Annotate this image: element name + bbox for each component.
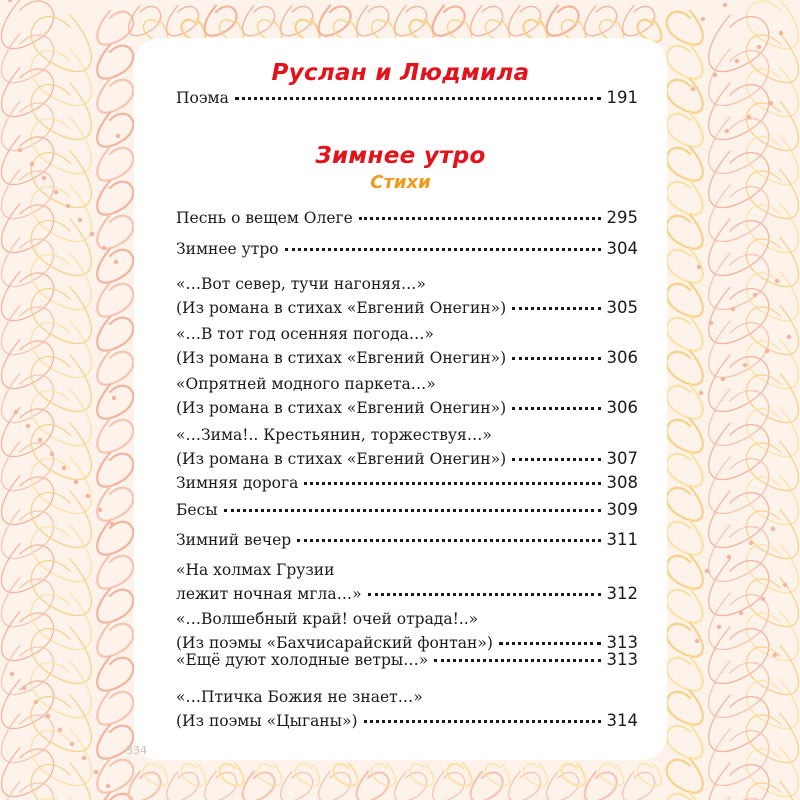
ornament-swirl — [746, 782, 798, 800]
toc-entry-title: Зимняя дорога — [176, 474, 299, 492]
ornament-swirl — [97, 283, 133, 317]
ornament-swirl — [31, 219, 91, 276]
ornament-swirl — [709, 49, 769, 106]
toc-entry-title: Зимнее утро — [176, 240, 279, 258]
ornament-dot — [731, 307, 735, 311]
ornament-swirl — [746, 374, 798, 423]
ornament-dot — [709, 321, 713, 325]
toc-entry-page: 308 — [606, 473, 638, 492]
ornament-dot — [66, 204, 70, 208]
ornament-swirl — [31, 661, 91, 718]
ornament-dot — [8, 0, 12, 2]
ornament-dot — [691, 87, 695, 91]
ornament-swirl — [746, 442, 798, 491]
ornament-dot — [775, 279, 779, 283]
ornament-swirl — [746, 340, 798, 389]
ornament-swirl — [709, 457, 769, 514]
ornament-swirl — [31, 49, 91, 106]
ornament-swirl — [709, 491, 769, 548]
ornament-dot — [78, 218, 82, 222]
ornament-swirl — [97, 589, 133, 623]
toc-entry-page: 306 — [606, 398, 638, 417]
ornament-dot — [112, 396, 116, 400]
toc-entry-last-line — [176, 206, 638, 230]
ornament-swirl — [31, 559, 91, 616]
ornament-swirl — [2, 374, 54, 423]
dot-leader — [512, 454, 600, 461]
ornament-swirl — [2, 714, 54, 763]
ornament-swirl — [31, 593, 91, 650]
dot-leader — [364, 716, 601, 723]
toc-entry — [176, 528, 638, 552]
ornament-swirl — [746, 306, 798, 355]
ornament-dot — [721, 377, 725, 381]
ornament-swirl — [2, 408, 54, 457]
dot-leader — [368, 589, 601, 596]
ornament-swirl — [31, 627, 91, 684]
dot-leader — [499, 638, 601, 645]
ornament-swirl — [667, 351, 703, 385]
ornament-swirl — [746, 714, 798, 763]
ornament-swirl — [97, 487, 133, 521]
dot-leader — [512, 353, 600, 360]
ornament-swirl — [2, 748, 54, 797]
section-subtitle: Стихи — [370, 172, 431, 193]
ornament-swirl — [97, 317, 133, 351]
ornament-dot — [749, 541, 753, 545]
ornament-swirl — [709, 593, 769, 650]
ornament-dot — [74, 480, 78, 484]
ornament-dot — [735, 59, 739, 63]
ornament-swirl — [97, 351, 133, 385]
ornament-swirl — [97, 419, 133, 453]
ornament-swirl — [667, 555, 703, 589]
ornament-swirl — [2, 544, 54, 593]
ornament-swirl — [97, 623, 133, 657]
ornament-dot — [717, 625, 721, 629]
ornament-dot — [58, 728, 62, 732]
toc-entry-last-line — [176, 296, 638, 320]
ornament-swirl — [2, 680, 54, 729]
toc-entry-last-line — [176, 709, 638, 733]
ornament-dot — [743, 363, 747, 367]
toc-entry — [176, 471, 638, 495]
ornament-swirl — [97, 11, 133, 45]
ornament-swirl — [31, 423, 91, 480]
ornament-swirl — [2, 0, 54, 49]
toc-entry — [176, 498, 638, 522]
ornament-dot — [46, 714, 50, 718]
ornament-swirl — [31, 83, 91, 140]
ornament-swirl — [31, 253, 91, 310]
ornament-swirl — [2, 204, 54, 253]
ornament-swirl — [97, 215, 133, 249]
ornament-dot — [98, 508, 102, 512]
dot-leader — [285, 244, 601, 251]
toc-entry — [176, 685, 638, 733]
ornament-dot — [695, 639, 699, 643]
ornament-swirl — [31, 287, 91, 344]
ornament-dot — [110, 522, 114, 526]
toc-entry-last-line — [176, 237, 638, 261]
toc-entry-title: Песнь о вещем Олеге — [176, 209, 353, 227]
ornament-swirl — [746, 34, 798, 83]
ornament-swirl — [667, 759, 703, 793]
ornament-swirl — [31, 457, 91, 514]
toc-entry-last-line — [176, 447, 638, 471]
ornament-swirl — [97, 657, 133, 691]
ornament-dot — [761, 597, 765, 601]
toc-entry-title: (Из романа в стихах «Евгений Онегин») — [176, 450, 507, 468]
ornament-swirl — [667, 419, 703, 453]
ornament-swirl — [448, 763, 472, 786]
ornament-swirl — [2, 510, 54, 559]
ornament-dot — [38, 438, 42, 442]
ornament-swirl — [746, 136, 798, 185]
ornament-swirl — [2, 306, 54, 355]
ornament-dot — [779, 31, 783, 35]
ornament-dot — [34, 700, 38, 704]
ornament-swirl — [2, 442, 54, 491]
ornament-swirl — [709, 219, 769, 276]
ornament-swirl — [2, 646, 54, 695]
toc-entry — [176, 86, 638, 110]
toc-entry-last-line — [176, 86, 638, 110]
ornament-swirl — [667, 453, 703, 487]
ornament-dot — [62, 466, 66, 470]
ornament-swirl — [667, 657, 703, 691]
dot-leader — [512, 303, 600, 310]
ornament-swirl — [667, 113, 703, 147]
ornament-swirl — [709, 559, 769, 616]
ornament-swirl — [334, 763, 358, 786]
ornament-swirl — [746, 748, 798, 797]
ornament-swirl — [97, 249, 133, 283]
toc-entry — [176, 322, 638, 370]
ornament-dot — [10, 672, 14, 676]
ornament-swirl — [2, 238, 54, 287]
ornament-swirl — [709, 389, 769, 446]
ornament-dot — [82, 756, 86, 760]
ornament-swirl — [2, 340, 54, 389]
ornament-dot — [22, 686, 26, 690]
ornament-dot — [725, 129, 729, 133]
ornament-swirl — [746, 612, 798, 661]
ornament-swirl — [638, 763, 662, 786]
ornament-swirl — [746, 476, 798, 525]
toc-entry-page: 313 — [606, 633, 638, 652]
ornament-swirl — [2, 272, 54, 321]
toc-entry-title: Поэма — [176, 89, 229, 107]
ornament-swirl — [709, 151, 769, 208]
toc-entry-title: (Из поэмы «Цыганы») — [176, 712, 358, 730]
ornament-swirl — [667, 79, 703, 113]
toc-entry-page: 304 — [606, 239, 638, 258]
ornament-swirl — [31, 185, 91, 242]
ornament-swirl — [709, 695, 769, 752]
ornament-swirl — [709, 83, 769, 140]
ornament-swirl — [31, 151, 91, 208]
ornament-dot — [14, 410, 18, 414]
dot-leader — [235, 93, 601, 100]
section-title: Зимнее утро — [315, 143, 486, 169]
toc-entry-page: 191 — [606, 88, 638, 107]
ornament-swirl — [709, 321, 769, 378]
ornament-swirl — [667, 147, 703, 181]
toc-entry-title-line: «…Вот север, тучи нагоняя…» — [176, 275, 426, 293]
ornament-swirl — [667, 283, 703, 317]
dot-leader — [297, 535, 600, 542]
toc-entry — [176, 372, 638, 420]
ornament-dot — [765, 349, 769, 353]
ornament-swirl — [709, 423, 769, 480]
ornament-dot — [697, 265, 701, 269]
ornament-dot — [723, 3, 727, 7]
ornament-swirl — [667, 181, 703, 215]
ornament-dot — [114, 260, 118, 264]
ornament-dot — [102, 246, 106, 250]
ornament-swirl — [31, 491, 91, 548]
toc-entry-title: «Ещё дуют холодные ветры…» — [176, 651, 429, 669]
ornament-swirl — [97, 453, 133, 487]
dot-leader — [304, 478, 600, 485]
toc-entry-title: Бесы — [176, 501, 218, 519]
ornament-swirl — [182, 763, 206, 786]
ornament-dot — [769, 101, 773, 105]
ornament-dot — [783, 583, 787, 587]
dot-leader — [224, 505, 601, 512]
toc-entry-title-line: «…Зима!.. Крестьянин, торжествуя…» — [176, 426, 492, 444]
toc-entry-page: 314 — [606, 711, 638, 730]
ornament-dot — [18, 148, 22, 152]
ornament-swirl — [31, 117, 91, 174]
ornament-swirl — [2, 34, 54, 83]
ornament-dot — [771, 527, 775, 531]
toc-entry-page: 307 — [606, 449, 638, 468]
ornament-swirl — [667, 385, 703, 419]
ornament-swirl — [667, 589, 703, 623]
ornament-swirl — [2, 102, 54, 151]
ornament-swirl — [2, 68, 54, 117]
toc-entry-page: 311 — [606, 530, 638, 549]
toc-entry-last-line — [176, 498, 638, 522]
toc-entry-title: лежит ночная мгла…» — [176, 585, 362, 603]
section-title: Руслан и Людмила — [271, 60, 530, 86]
ornament-swirl — [2, 578, 54, 627]
ornament-dot — [54, 190, 58, 194]
toc-entry-page: 313 — [606, 650, 638, 669]
dot-leader — [512, 403, 600, 410]
ornament-swirl — [2, 612, 54, 661]
toc-entry — [176, 272, 638, 320]
ornament-swirl — [97, 691, 133, 725]
ornament-swirl — [709, 15, 769, 72]
ornament-dot — [705, 569, 709, 573]
ornament-swirl — [709, 287, 769, 344]
toc-entry-page: 305 — [606, 298, 638, 317]
ornament-swirl — [220, 763, 244, 786]
ornament-swirl — [746, 578, 798, 627]
ornament-swirl — [709, 661, 769, 718]
page-number: 334 — [126, 744, 147, 757]
toc-entry-page: 312 — [606, 584, 638, 603]
ornament-dot — [70, 742, 74, 746]
ornament-dot — [713, 73, 717, 77]
ornament-dot — [701, 17, 705, 21]
ornament-swirl — [746, 408, 798, 457]
ornament-dot — [757, 45, 761, 49]
ornament-dot — [116, 134, 120, 138]
ornament-swirl — [746, 0, 798, 49]
ornament-dot — [30, 162, 34, 166]
ornament-swirl — [667, 215, 703, 249]
ornament-dot — [699, 391, 703, 395]
toc-entry — [176, 423, 638, 471]
toc-entry-title: (Из романа в стихах «Евгений Онегин») — [176, 299, 507, 317]
toc-entry-last-line — [176, 471, 638, 495]
ornament-dot — [739, 611, 743, 615]
ornament-swirl — [97, 45, 133, 79]
ornament-dot — [42, 176, 46, 180]
toc-entry-title: Зимний вечер — [176, 531, 292, 549]
ornament-swirl — [667, 521, 703, 555]
toc-entry-title: (Из романа в стихах «Евгений Онегин») — [176, 349, 507, 367]
ornament-dot — [50, 452, 54, 456]
toc-entry-title-line: «…В тот год осенняя погода…» — [176, 325, 434, 343]
toc-entry-title-line: «Опрятней модного паркета…» — [176, 375, 436, 393]
ornament-swirl — [667, 317, 703, 351]
ornament-dot — [727, 555, 731, 559]
ornament-swirl — [746, 680, 798, 729]
ornament-swirl — [746, 510, 798, 559]
ornament-swirl — [709, 117, 769, 174]
ornament-dot — [773, 653, 777, 657]
ornament-dot — [753, 293, 757, 297]
ornament-swirl — [746, 170, 798, 219]
ornament-swirl — [2, 782, 54, 800]
toc-entry-title-line: «…Птичка Божия не знает…» — [176, 688, 423, 706]
ornament-swirl — [746, 238, 798, 287]
toc-entry-title: (Из романа в стихах «Евгений Онегин») — [176, 399, 507, 417]
ornament-swirl — [2, 476, 54, 525]
ornament-swirl — [31, 15, 91, 72]
ornament-dot — [787, 335, 791, 339]
ornament-dot — [94, 770, 98, 774]
ornament-swirl — [709, 525, 769, 582]
ornament-swirl — [709, 627, 769, 684]
ornament-swirl — [97, 113, 133, 147]
toc-entry — [176, 558, 638, 606]
toc-entry — [176, 206, 638, 230]
toc-entry-title-line: «На холмах Грузии — [176, 561, 335, 579]
ornament-dot — [86, 494, 90, 498]
ornament-swirl — [709, 355, 769, 412]
ornament-swirl — [410, 763, 434, 786]
ornament-swirl — [667, 45, 703, 79]
toc-entry-title: (Из поэмы «Бахчисарайский фонтан») — [176, 634, 493, 652]
ornament-dot — [26, 424, 30, 428]
ornament-swirl — [709, 729, 769, 786]
ornament-swirl — [746, 646, 798, 695]
ornament-swirl — [524, 763, 548, 786]
ornament-swirl — [667, 691, 703, 725]
ornament-swirl — [31, 525, 91, 582]
toc-entry-last-line — [176, 648, 638, 672]
ornament-swirl — [709, 185, 769, 242]
ornament-swirl — [667, 487, 703, 521]
ornament-dot — [106, 784, 110, 788]
toc-entry-page: 306 — [606, 348, 638, 367]
ornament-swirl — [667, 793, 703, 800]
ornament-swirl — [97, 521, 133, 555]
toc-entry-last-line — [176, 346, 638, 370]
ornament-swirl — [562, 763, 586, 786]
toc-entry-page: 295 — [606, 208, 638, 227]
ornament-swirl — [97, 759, 133, 793]
ornament-swirl — [31, 695, 91, 752]
dot-leader — [359, 213, 601, 220]
ornament-swirl — [296, 763, 320, 786]
ornament-dot — [747, 115, 751, 119]
ornament-swirl — [709, 253, 769, 310]
dot-leader — [434, 655, 600, 662]
toc-entry-page: 309 — [606, 500, 638, 519]
ornament-swirl — [746, 102, 798, 151]
toc-entry-title-line: «…Волшебный край! очей отрада!..» — [176, 610, 479, 628]
ornament-swirl — [31, 389, 91, 446]
ornament-swirl — [97, 555, 133, 589]
ornament-swirl — [97, 79, 133, 113]
ornament-swirl — [97, 385, 133, 419]
ornament-swirl — [746, 204, 798, 253]
ornament-swirl — [667, 11, 703, 45]
ornament-swirl — [31, 321, 91, 378]
ornament-dot — [90, 232, 94, 236]
toc-entry — [176, 648, 638, 672]
ornament-swirl — [746, 544, 798, 593]
contents-panel — [126, 38, 667, 760]
ornament-swirl — [97, 181, 133, 215]
toc-entry-last-line — [176, 528, 638, 552]
ornament-swirl — [746, 68, 798, 117]
toc-entry-last-line — [176, 582, 638, 606]
ornament-swirl — [667, 725, 703, 759]
toc-entry-last-line — [176, 396, 638, 420]
ornament-swirl — [31, 355, 91, 412]
toc-entry — [176, 237, 638, 261]
ornament-swirl — [97, 147, 133, 181]
